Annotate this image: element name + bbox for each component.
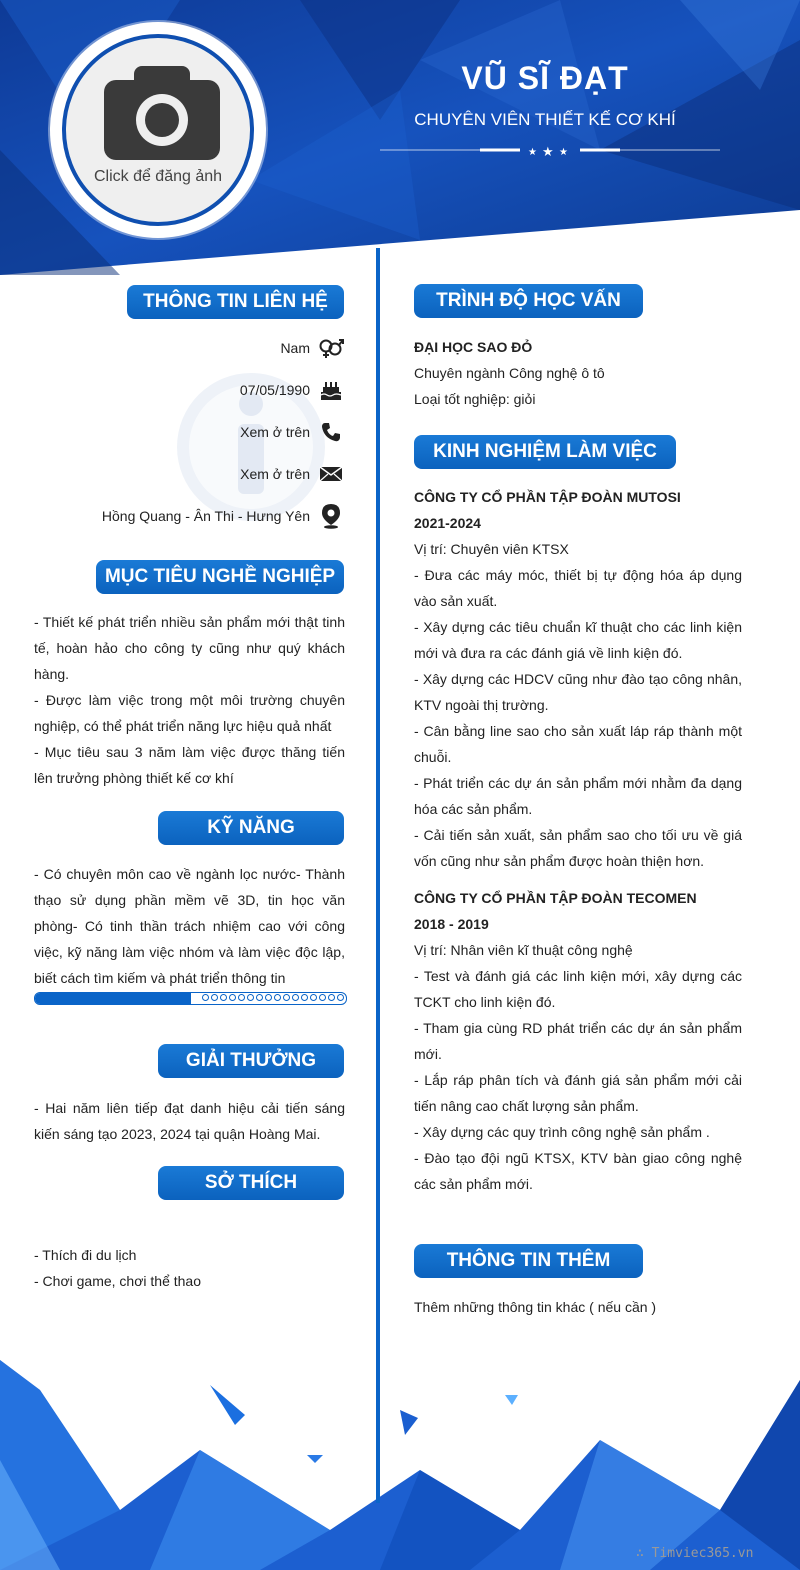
objective-line: - Thiết kế phát triển nhiều sản phẩm mới thật tinh tế, hoàn hảo cho công ty cũng như quý khách hàng.	[34, 614, 345, 682]
job-duty: - Xây dựng các quy trình công nghệ sản phẩm .	[414, 1124, 710, 1140]
job-duty: - Cải tiến sản xuất, sản phẩm sao cho tối ưu về giá vốn cũng như sản phẩm được hoàn thiện hơn.	[414, 827, 742, 869]
skill-level-dot	[283, 994, 290, 1001]
job-duty: - Test và đánh giá các linh kiện mới, xây dựng các TCKT cho linh kiện đó.	[414, 968, 742, 1010]
job-duty: - Tham gia cùng RD phát triển các dự án sản phẩm mới.	[414, 1020, 742, 1062]
heading-hobbies: SỞ THÍCH	[158, 1166, 344, 1200]
envelope-icon	[318, 461, 344, 487]
skill-level-dot	[319, 994, 326, 1001]
camera-icon	[104, 64, 220, 164]
skills-text: - Có chuyên môn cao về ngành lọc nước- Thành thạo sử dụng phần mềm vẽ 3D, tin học văn phòng- Có tinh thần trách nhiệm cao với công việc, kỹ năng làm việc nhóm và làm việc độc lập, biết cách tìm kiếm và phát triển thông tin	[34, 866, 345, 986]
job-company: CÔNG TY CỔ PHẦN TẬP ĐOÀN TECOMEN	[414, 890, 697, 906]
heading-education: TRÌNH ĐỘ HỌC VẤN	[414, 284, 643, 318]
job-duty: - Cân bằng line sao cho sản xuất láp ráp thành một chuỗi.	[414, 723, 742, 765]
heading-skills: KỸ NĂNG	[158, 811, 344, 845]
skill-level-dot	[256, 994, 263, 1001]
job-duty: - Xây dựng các tiêu chuẩn kĩ thuật cho các linh kiện mới và đưa ra các đánh giá về linh kiện đó.	[414, 619, 742, 661]
candidate-name: VŨ SĨ ĐẠT	[461, 60, 629, 96]
job-entry	[414, 484, 742, 874]
avatar-caption: Click để đăng ảnh	[93, 168, 223, 185]
column-divider	[376, 248, 380, 1503]
skill-level-dot	[328, 994, 335, 1001]
job-title: CHUYÊN VIÊN THIẾT KẾ CƠ KHÍ	[414, 110, 676, 129]
heading-additional: THÔNG TIN THÊM	[414, 1244, 643, 1278]
skill-level-dot	[274, 994, 281, 1001]
objective-text	[34, 609, 345, 791]
avatar-upload[interactable]	[62, 34, 254, 226]
footer-background	[0, 1360, 800, 1570]
contact-gender	[100, 327, 344, 369]
title-divider	[380, 140, 720, 160]
gender-value: Nam	[280, 340, 310, 356]
gender-icon	[318, 335, 344, 361]
school-name: ĐẠI HỌC SAO ĐỎ	[414, 339, 533, 355]
heading-contact: THÔNG TIN LIÊN HỆ	[127, 285, 344, 319]
heading-experience: KINH NGHIỆM LÀM VIỆC	[414, 435, 676, 469]
job-duty: - Lắp ráp phân tích và đánh giá sản phẩm mới cải tiến nâng cao chất lượng sản phẩm.	[414, 1072, 742, 1114]
birthday-value: 07/05/1990	[239, 382, 310, 398]
contact-email	[100, 453, 344, 495]
skill-level-dot	[238, 994, 245, 1001]
awards-text: - Hai năm liên tiếp đạt danh hiệu cải tiến sáng kiến sáng tạo 2023, 2024 tại quận Hoàng Mai.	[34, 1100, 345, 1142]
objective-line: - Được làm việc trong một môi trường chuyên nghiệp, có thể phát triển năng lực hiệu quả nhất	[34, 692, 345, 734]
skill-level-dot	[301, 994, 308, 1001]
job-period: 2021-2024	[414, 515, 481, 531]
skill-level-dot	[229, 994, 236, 1001]
contact-address	[100, 495, 344, 537]
job-entry	[414, 885, 742, 1197]
hobby-item: - Chơi game, chơi thể thao	[34, 1273, 201, 1289]
skill-level-dot	[211, 994, 218, 1001]
contact-list	[100, 327, 344, 537]
phone-icon	[318, 419, 344, 445]
skill-level-dot	[265, 994, 272, 1001]
svg-text:★: ★	[528, 147, 537, 158]
skill-level-dot	[310, 994, 317, 1001]
skill-level-dot	[202, 994, 209, 1001]
hobby-item: - Thích đi du lịch	[34, 1247, 137, 1263]
svg-text:★: ★	[559, 147, 568, 158]
contact-phone	[100, 411, 344, 453]
skill-level-dot	[292, 994, 299, 1001]
education-grade: Loại tốt nghiệp: giỏi	[414, 391, 536, 407]
job-company: CÔNG TY CỔ PHẦN TẬP ĐOÀN MUTOSI	[414, 489, 681, 505]
heading-objective: MỤC TIÊU NGHỀ NGHIỆP	[96, 560, 344, 594]
education-block	[414, 334, 744, 412]
phone-value: Xem ở trên	[240, 424, 310, 440]
job-duty: - Xây dựng các HDCV cũng như đào tạo công nhân, KTV ngoài thị trường.	[414, 671, 742, 713]
job-position: Vị trí: Chuyên viên KTSX	[414, 541, 569, 557]
location-pin-icon	[318, 503, 344, 529]
skill-level-dot	[220, 994, 227, 1001]
site-watermark: ∴ Timviec365.vn	[636, 1546, 754, 1561]
additional-text: Thêm những thông tin khác ( nếu cần )	[414, 1299, 657, 1315]
cake-icon	[318, 377, 344, 403]
svg-text:★: ★	[542, 145, 554, 160]
address-value: Hồng Quang - Ân Thi - Hưng Yên	[101, 508, 310, 524]
skill-level-bar	[34, 992, 347, 1005]
skill-level-dot	[247, 994, 254, 1001]
job-duty: - Đào tạo đội ngũ KTSX, KTV bàn giao công nghệ các sản phẩm mới.	[414, 1150, 742, 1192]
heading-awards: GIẢI THƯỞNG	[158, 1044, 344, 1078]
email-value: Xem ở trên	[240, 466, 310, 482]
objective-line: - Mục tiêu sau 3 năm làm việc được thăng tiến lên trưởng phòng thiết kế cơ khí	[34, 744, 345, 786]
job-duty: - Phát triển các dự án sản phẩm mới nhằm đa dạng hóa các sản phẩm.	[414, 775, 742, 817]
job-duty: - Đưa các máy móc, thiết bị tự động hóa áp dụng vào sản xuất.	[414, 567, 742, 609]
contact-birthday	[100, 369, 344, 411]
job-period: 2018 - 2019	[414, 916, 489, 932]
skill-level-dots	[35, 994, 344, 1001]
hobbies-list	[34, 1242, 345, 1294]
education-major: Chuyên ngành Công nghệ ô tô	[414, 365, 605, 381]
skill-level-dot	[337, 994, 344, 1001]
job-position: Vị trí: Nhân viên kĩ thuật công nghệ	[414, 942, 633, 958]
